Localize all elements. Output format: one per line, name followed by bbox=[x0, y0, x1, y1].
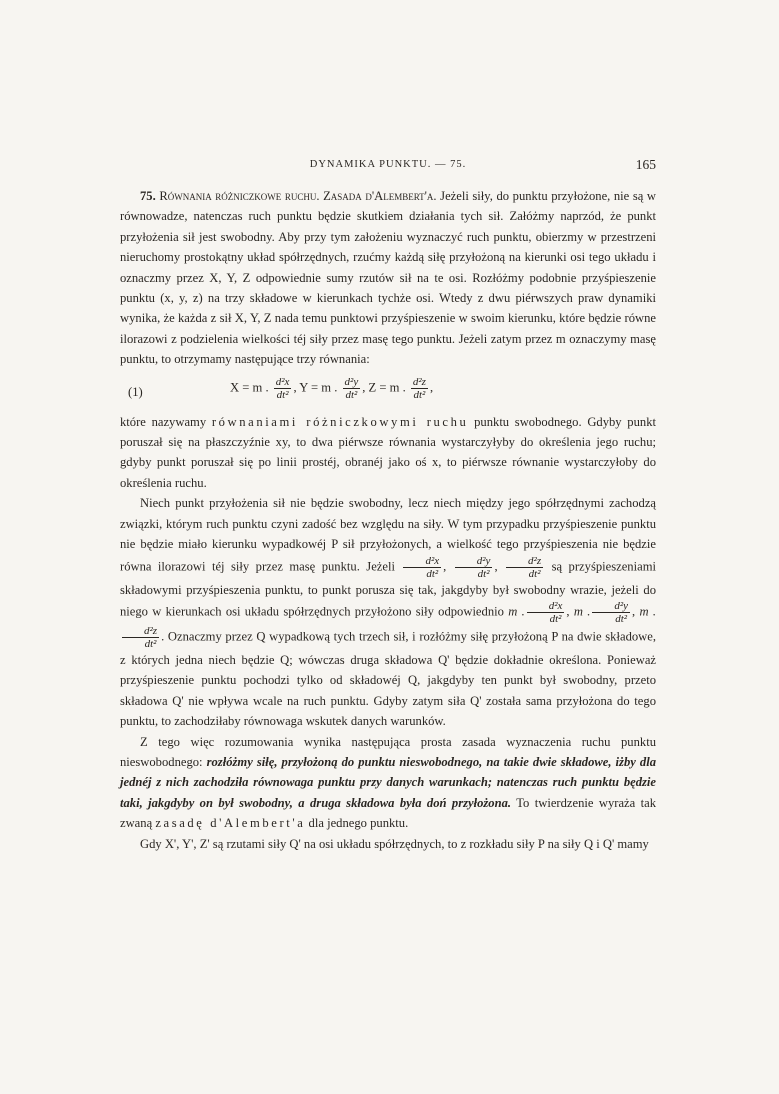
principle-statement: rozłóżmy siłę, przyłożoną do punktu nieswobodnego, na takie dwie składowe, iżby dla jednéj z nich zachodziła równowaga punktu przy danych warunkach; natenczas ruch punktu będzie taki, jakgdyby on był swobodny, a druga składowa była doń przyłożona. bbox=[120, 754, 656, 810]
fraction-d2x: $\frac{\text{d²x}}{\text{dt²}}$ bbox=[527, 600, 565, 625]
spaced-term: zasadę d'Alembert'a bbox=[155, 816, 306, 831]
paragraph-projections: Gdy X', Y', Z' są rzutami siły Q' na osi układu spółrzędnych, to z rozkładu siły P na siły Q i Q' mamy bbox=[140, 836, 649, 851]
fraction-d2z: $\frac{\text{d²z}}{\text{dt²}}$ bbox=[122, 625, 159, 650]
running-head: DYNAMIKA PUNKTU. — 75. bbox=[309, 159, 467, 170]
fraction-d2y: $\frac{\text{d²y}}{\text{dt²}}$ bbox=[455, 555, 493, 580]
spaced-term: równaniami różniczkowymi ruchu bbox=[211, 414, 469, 429]
page-body bbox=[120, 186, 656, 854]
equation-body bbox=[230, 376, 433, 401]
eq-z-lhs: , Z = m . bbox=[362, 380, 406, 395]
fraction-d2z: $\frac{\text{d²z}}{\text{dt²}}$ bbox=[412, 375, 426, 401]
eq-x-lhs: X = m . bbox=[230, 380, 269, 395]
paragraph-section-75 bbox=[120, 186, 656, 370]
paragraph-text: Jeżeli siły, do punktu przyłożone, nie są w równowadze, natenczas ruch punktu będzie skutkiem działania tych sił. Załóżmy naprzód, że punkt przyłożenia sił jest swobodny. Aby przy tym założeniu wyznaczyć ruch punktu, obierzmy w przestrzeni nieruchomy prostokątny układ spółrzędnych, rzućmy każdą siłę przyłożoną na kierunki osi tego układu i oznaczmy przez X, Y, Z odpowiednie sumy rzutów sił na te osi. Rozłóżmy podobnie przyśpieszenie punktu (x, y, z) na trzy składowe w kierunkach tychże osi. Wtedy z dwu piérwszych praw dynamiki wynika, że każda z sił X, Y, Z nada temu punktowi przyśpieszenie w swoim kierunku, które będzie równe ilorazowi z podzielenia wielkości téj siły przez masę tego punktu. Jeżeli zatym przez m oznaczymy masę punktu, to otrzymamy następujące trzy równania: bbox=[120, 189, 656, 367]
eq-end: , bbox=[429, 380, 434, 395]
paragraph-constrained-point: Niech punkt przyłożenia sił nie będzie swobodny, lecz niech między jego spółrzędnymi zachodzą związki, którym ruch punktu czyni zadość bez względu na siły. W tym przypadku przyśpieszenie punktu nie będzie miało kierunku wypadkowéj P sił przyłożonych, a wielkość tego przyśpieszenia nie będzie równa ilorazowi téj siły przez masę punktu. Jeżeli $\frac{\text{d²x}}{\text{dt²}}$ , $\frac{\text{d²y}}{\text{dt²}}$ , $\frac{\text{d²z}}{\text{dt²}}$ są przyśpieszeniami składowymi przyśpieszenia punktu, to punkt porusza się tak, jakgdyby był swobodny wrazie, jeżeli do niego w kierunkach osi układu spółrzędnych przyłożono siły odpowiednio m . $\frac{\text{d²x}}{\text{dt²}}$ , m . $\frac{\text{d²y}}{\text{dt²}}$ , m . $\frac{\text{d²z}}{\text{dt²}}$ . Oznaczmy przez Q wypadkową tych trzech sił, i rozłóżmy siłę przyłożoną P na dwie składowe, z których jedna niech będzie Q; wówczas druga składowa Q' będzie dokładnie określona. Ponieważ przyśpieszenie punktu pochodzi tylko od składowéj Q, jakgdyby ten punkt był swobodny, przeto składowa Q' nie wpływa wcale na ruch punktu. Gdyby zatym siła Q' została sama przyłożona do tego punktu, to zachodziłaby równowaga wskutek danych warunków. bbox=[120, 496, 656, 729]
paragraph-dalembert-principle: Z tego więc rozumowania wynika następująca prosta zasada wyznaczenia ruchu punktu nieswobodnego: rozłóżmy siłę, przyłożoną do punktu nieswobodnego, na takie dwie składowe, iżby dla jednéj z nich zachodziła równowaga punktu przy danych warunkach; natenczas ruch punktu będzie taki, jakgdyby on był swobodny, a druga składowa była doń przyłożona. To twierdzenie wyraża tak zwaną zasadę d'Alembert'a dla jednego punktu. bbox=[120, 734, 656, 831]
paragraph-differential-equations: które nazywamy równaniami różniczkowymi ruchu punktu swobodnego. Gdyby punkt poruszał się na płaszczyźnie xy, to dwa piérwsze równania wystarczyłyby do określenia jego ruchu; gdyby punkt poruszał się po linii prostéj, obranéj jako oś x, to piérwsze równanie wystarczyłoby do określenia ruchu. bbox=[120, 414, 656, 490]
page-number: 165 bbox=[635, 157, 656, 172]
eq-y-lhs: , Y = m . bbox=[293, 380, 338, 395]
equation-1 bbox=[120, 376, 656, 408]
fraction-d2y: $\frac{\text{d²y}}{\text{dt²}}$ bbox=[592, 600, 630, 625]
fraction-d2x: $\frac{\text{d²x}}{\text{dt²}}$ bbox=[275, 375, 290, 401]
section-title: Równania różniczkowe ruchu. bbox=[159, 189, 320, 203]
section-principle: Zasada d'Alembert'a. bbox=[323, 189, 437, 203]
equation-label: (1) bbox=[128, 384, 143, 399]
section-number: 75. bbox=[140, 189, 156, 203]
fraction-d2x: $\frac{\text{d²x}}{\text{dt²}}$ bbox=[403, 555, 441, 580]
fraction-d2y: $\frac{\text{d²y}}{\text{dt²}}$ bbox=[344, 375, 359, 401]
page-header bbox=[120, 159, 656, 175]
fraction-d2z: $\frac{\text{d²z}}{\text{dt²}}$ bbox=[506, 555, 543, 580]
